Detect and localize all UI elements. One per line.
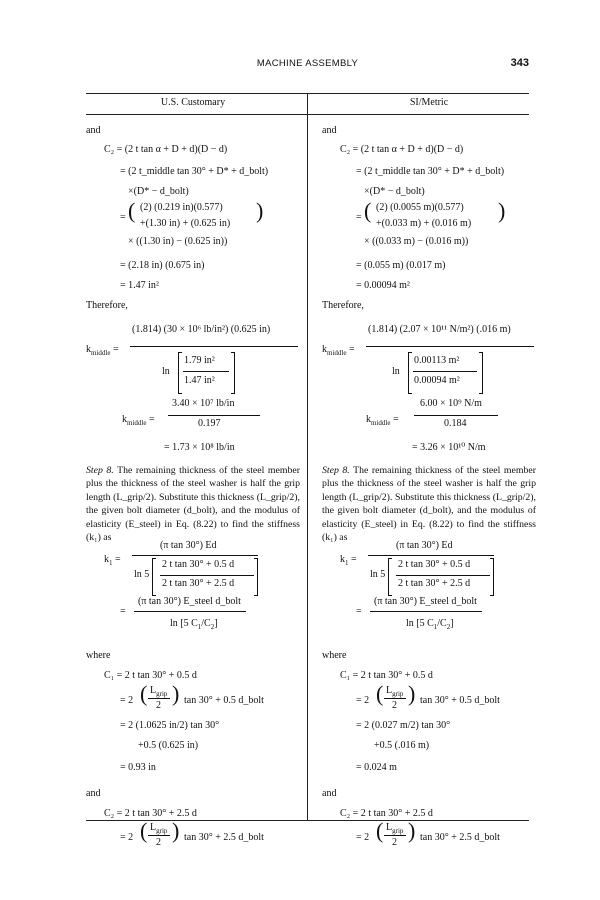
column-divider [307,93,308,820]
k-middle-2-fraction-bar [168,415,260,416]
l-grip-bar [384,698,406,699]
c2b-eq-line1: C₂ = 2 t tan 30° + 2.5 d [104,808,197,819]
table-bottom-rule [86,820,529,821]
c1-eq-line5: = 0.024 m [356,762,397,773]
c2b-l-grip-over: $L_{grip}$ [150,822,168,835]
k-middle-ln-top: 0.00113 m² [414,355,460,366]
c2-eq-line4a: (2) (0.219 in)(0.577) [140,202,223,213]
left-bracket [178,352,182,394]
and-label-2: and [86,788,101,799]
c1-eq-line2: tan 30° + 0.5 d_bolt [184,695,264,706]
c2-eq-line4b: +(1.30 in) + (0.625 in) [140,218,231,229]
k-middle-2-numerator: 3.40 × 10⁷ lb/in [172,398,235,409]
ln-label: ln [392,366,400,377]
l-grip-under: 2 [156,700,161,711]
right-bracket [479,352,483,394]
equals-sign-2: = [356,606,362,617]
c1-eq-line3: = 2 (0.027 m/2) tan 30° [356,720,451,731]
c2-eq-line1: C₂ = (2 t tan α + D + d)(D − d) [340,144,464,155]
k1b-fraction-bar [134,611,246,612]
c2b-eq-lead: = 2 [356,832,370,843]
c2-eq-line6: = (0.055 m) (0.017 m) [356,260,446,271]
therefore-label: Therefore, [322,300,364,311]
c1-left-paren: ( [376,681,384,706]
c1-eq-line5: = 0.93 in [120,762,156,773]
c1-eq-line1: C₁ = 2 t tan 30° + 0.5 d [340,670,433,681]
k1-ln-5: ln 5 [134,569,150,580]
and-label: and [86,125,101,136]
k-middle-2-numerator: 6.00 × 10⁹ N/m [420,398,482,409]
step-8-paragraph [322,464,536,544]
k1b-numerator: (π tan 30°) E_steel d_bolt [138,596,241,607]
c1-eq-line1: C₁ = 2 t tan 30° + 0.5 d [104,670,197,681]
k1-symbol: $k_1$ = [104,554,121,567]
k-middle-2-denominator: 0.197 [198,418,221,429]
c1-eq-line4: +0.5 (0.625 in) [138,740,199,751]
running-header [86,58,529,72]
therefore-label: Therefore, [86,300,128,311]
k1-ln-fraction-bar [160,575,254,576]
c2b-l-grip-under: 2 [156,837,161,848]
c2b-left-paren: ( [376,818,384,843]
c1-eq-line2: tan 30° + 0.5 d_bolt [420,695,500,706]
c2-eq-line2: = (2 t_middle tan 30° + D* + d_bolt) [120,166,269,177]
c2b-eq-line2: tan 30° + 2.5 d_bolt [420,832,500,843]
c2b-l-grip-bar [148,835,170,836]
where-label: where [322,650,347,661]
k-middle-2-denominator: 0.184 [444,418,467,429]
step-8-label: Step 8. [322,465,350,476]
l-grip-under: 2 [392,700,397,711]
k-middle-ln-bottom: 0.00094 m² [414,375,460,386]
l-grip-over: $L_{grip}$ [386,685,404,698]
step-8-label: Step 8. [86,465,114,476]
c2-eq-line5: × ((0.033 m) − (0.016 m)) [364,236,469,247]
ln-fraction-bar [183,371,229,372]
c2b-eq-lead: = 2 [120,832,134,843]
c2b-l-grip-bar [384,835,406,836]
c1-eq-line3: = 2 (1.0625 in/2) tan 30° [120,720,220,731]
c2-eq-line7: = 0.00094 m² [356,280,410,291]
c2-eq-line3: ×(D* − d_bolt) [364,186,425,197]
k-middle-result: = 3.26 × 10¹⁰ N/m [412,442,486,453]
c2b-l-grip-under: 2 [392,837,397,848]
c2-eq-line4b: +(0.033 m) + (0.016 m) [376,218,472,229]
k-middle-ln-bottom: 1.47 in² [184,375,215,386]
si-metric-column [322,94,536,848]
right-paren: ) [256,198,264,223]
k1-right-bracket [254,558,258,596]
l-grip-bar [148,698,170,699]
c2b-right-paren: ) [172,818,180,843]
k-middle-numerator: (1.814) (2.07 × 10¹¹ N/m²) (.016 m) [368,324,511,335]
equals-sign-2: = [120,606,126,617]
c1-left-paren: ( [140,681,148,706]
left-column-heading: U.S. Customary [160,97,226,108]
c2-eq-line2: = (2 t_middle tan 30° + D* + d_bolt) [356,166,505,177]
left-bracket [408,352,412,394]
ln-label: ln [162,366,170,377]
k1-left-bracket [388,558,392,596]
step-8-paragraph [86,464,300,544]
k1-denominator-bottom: 2 t tan 30° + 2.5 d [398,578,471,589]
where-label: where [86,650,111,661]
equals-sign: = [356,212,362,223]
equals-sign: = [120,212,126,223]
k1-right-bracket [490,558,494,596]
c2-eq-line1: C₂ = (2 t tan α + D + d)(D − d) [104,144,228,155]
k-middle-symbol-2: $k_{middle}$ = [122,414,155,427]
chapter-title: MACHINE ASSEMBLY [256,58,359,69]
c1-right-paren: ) [408,681,416,706]
and-label-2: and [322,788,337,799]
k1b-fraction-bar [370,611,482,612]
c1-eq-line4: +0.5 (.016 m) [374,740,430,751]
k1-fraction-bar [368,555,494,556]
k1-numerator: (π tan 30°) Ed [160,540,217,551]
k1-ln-5: ln 5 [370,569,386,580]
c2b-eq-line1: C₂ = 2 t tan 30° + 2.5 d [340,808,433,819]
c2-eq-line5: × ((1.30 in) − (0.625 in)) [128,236,228,247]
k1-numerator: (π tan 30°) Ed [396,540,453,551]
left-paren: ( [364,198,372,223]
c2b-right-paren: ) [408,818,416,843]
k-middle-symbol: $k_{middle}$ = [86,344,119,357]
page-number: 343 [510,57,529,69]
k-middle-fraction-bar [366,346,534,347]
c1-eq-lead: = 2 [356,695,370,706]
c2-eq-line3: ×(D* − d_bolt) [128,186,189,197]
k-middle-numerator: (1.814) (30 × 10⁶ lb/in²) (0.625 in) [132,324,271,335]
k-middle-2-fraction-bar [414,415,498,416]
k1-left-bracket [152,558,156,596]
c1-eq-lead: = 2 [120,695,134,706]
k1-fraction-bar [132,555,258,556]
c2-eq-line6: = (2.18 in) (0.675 in) [120,260,205,271]
k1b-denominator: ln [5 $C_1/C_2$] [406,618,454,631]
k1b-numerator: (π tan 30°) E_steel d_bolt [374,596,477,607]
c1-right-paren: ) [172,681,180,706]
right-paren: ) [498,198,506,223]
k1-symbol: $k_1$ = [340,554,357,567]
l-grip-over: $L_{grip}$ [150,685,168,698]
k1-denominator-top: 2 t tan 30° + 0.5 d [398,559,471,570]
c2-eq-line4a: (2) (0.0055 m)(0.577) [376,202,464,213]
c2b-eq-line2: tan 30° + 2.5 d_bolt [184,832,264,843]
step-8-text: The remaining thickness of the steel member plus the thickness of the steel washer is half the grip length (L_grip/2). Substitute this thickness (L_grip/2), the given bolt diameter (d_bolt), and the modulus of elasticity (E_steel) in Eq. (8.22) to find the stiffness (k₁) as [86,465,300,544]
k1-ln-fraction-bar [396,575,490,576]
c2b-l-grip-over: $L_{grip}$ [386,822,404,835]
k-middle-result: = 1.73 × 10⁸ lb/in [164,442,235,453]
k1b-denominator: ln [5 $C_1/C_2$] [170,618,218,631]
right-column-heading: SI/Metric [409,97,449,108]
left-paren: ( [128,198,136,223]
and-label: and [322,125,337,136]
us-customary-column [86,94,300,848]
k-middle-symbol: $k_{middle}$ = [322,344,355,357]
k-middle-symbol-2: $k_{middle}$ = [366,414,399,427]
ln-fraction-bar [413,371,477,372]
step-8-text: The remaining thickness of the steel member plus the thickness of the steel washer is half the grip length (L_grip/2). Substitute this thickness (L_grip/2), the given bolt diameter (d_bolt), and the modulus of elasticity (E_steel) in Eq. (8.22) to find the stiffness (k₁) as [322,465,536,544]
c2b-left-paren: ( [140,818,148,843]
k1-denominator-top: 2 t tan 30° + 0.5 d [162,559,235,570]
right-bracket [231,352,235,394]
k-middle-fraction-bar [130,346,298,347]
c2-eq-line7: = 1.47 in² [120,280,159,291]
k-middle-ln-top: 1.79 in² [184,355,215,366]
k1-denominator-bottom: 2 t tan 30° + 2.5 d [162,578,235,589]
